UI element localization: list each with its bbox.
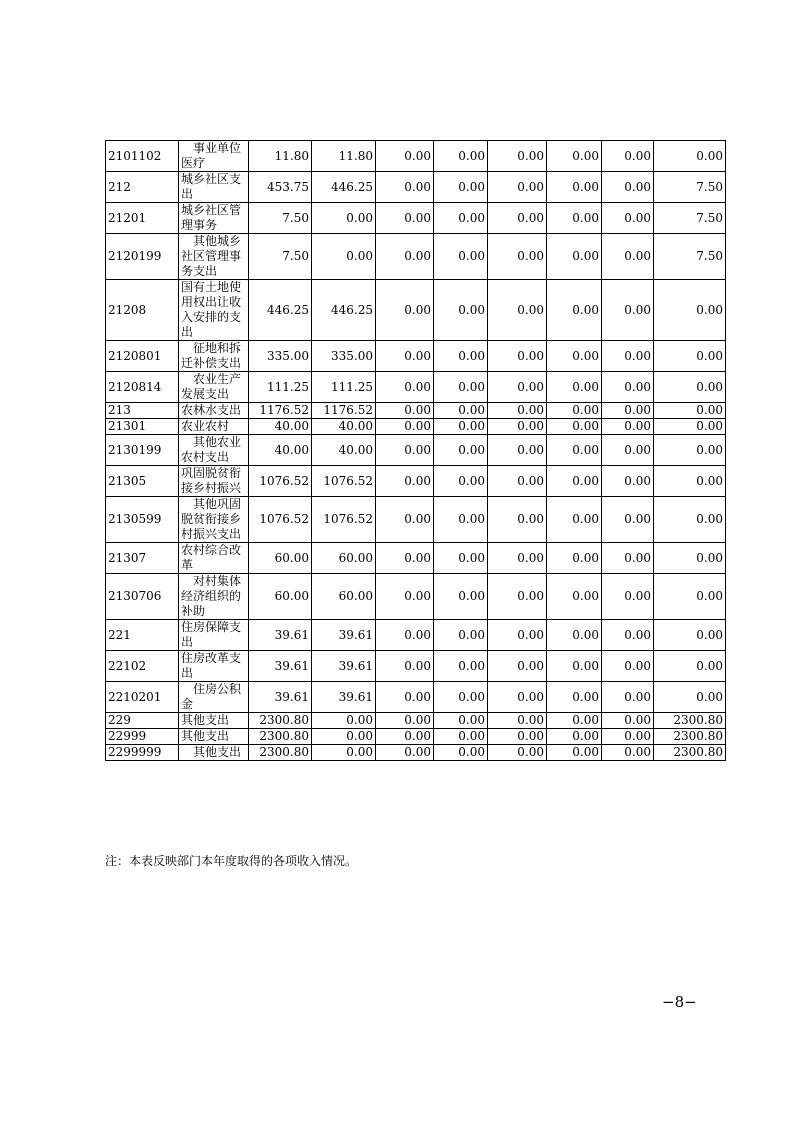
table-row [106,729,726,745]
amount-cell: 0.00 [488,543,547,574]
amount-cell: 0.00 [547,543,602,574]
amount-cell: 0.00 [602,543,654,574]
amount-cell: 0.00 [547,172,602,203]
amount-cell: 2300.80 [249,713,312,729]
amount-cell: 39.61 [249,651,312,682]
amount-cell: 0.00 [376,234,434,280]
subject-name-cell: 其他支出 [179,745,249,761]
subject-name-cell: 农村综合改革 [179,543,249,574]
amount-cell: 0.00 [434,435,488,466]
amount-cell: 1076.52 [312,497,376,543]
amount-cell: 0.00 [434,403,488,419]
subject-code-cell: 213 [106,403,179,419]
amount-cell: 0.00 [376,419,434,435]
amount-cell: 0.00 [376,172,434,203]
subject-code-cell: 22102 [106,651,179,682]
amount-cell: 335.00 [249,341,312,372]
amount-cell: 0.00 [434,682,488,713]
amount-cell: 0.00 [488,574,547,620]
amount-cell: 0.00 [376,682,434,713]
table-row [106,435,726,466]
amount-cell: 0.00 [376,497,434,543]
table-row [106,280,726,341]
amount-cell: 0.00 [434,234,488,280]
amount-cell: 0.00 [376,466,434,497]
amount-cell: 0.00 [602,419,654,435]
amount-cell: 0.00 [376,620,434,651]
subject-code-cell: 2101102 [106,141,179,172]
amount-cell: 0.00 [547,651,602,682]
amount-cell: 0.00 [434,172,488,203]
amount-cell: 0.00 [602,234,654,280]
table-row [106,682,726,713]
subject-name-cell: 其他支出 [179,729,249,745]
amount-cell: 0.00 [376,280,434,341]
table-row [106,713,726,729]
amount-cell: 39.61 [312,651,376,682]
subject-code-cell: 21301 [106,419,179,435]
amount-cell: 0.00 [312,234,376,280]
amount-cell: 111.25 [249,372,312,403]
amount-cell: 7.50 [249,234,312,280]
subject-name-cell: 城乡社区管理事务 [179,203,249,234]
table-row [106,234,726,280]
subject-name-cell: 农业生产发展支出 [179,372,249,403]
table-row [106,141,726,172]
subject-name-cell: 其他支出 [179,713,249,729]
amount-cell: 0.00 [654,543,726,574]
subject-name-cell: 农业农村 [179,419,249,435]
amount-cell: 0.00 [488,466,547,497]
amount-cell: 0.00 [654,419,726,435]
amount-cell: 0.00 [434,141,488,172]
amount-cell: 0.00 [488,203,547,234]
amount-cell: 2300.80 [654,729,726,745]
amount-cell: 0.00 [602,141,654,172]
amount-cell: 0.00 [547,280,602,341]
table-footnote: 注：本表反映部门本年度取得的各项收入情况。 [105,854,358,868]
table-row [106,419,726,435]
subject-code-cell: 2299999 [106,745,179,761]
amount-cell: 0.00 [602,651,654,682]
amount-cell: 1076.52 [249,466,312,497]
amount-cell: 0.00 [547,141,602,172]
table-row [106,574,726,620]
amount-cell: 0.00 [488,403,547,419]
amount-cell: 0.00 [434,203,488,234]
amount-cell: 60.00 [249,574,312,620]
amount-cell: 7.50 [654,172,726,203]
subject-code-cell: 21208 [106,280,179,341]
amount-cell: 0.00 [547,745,602,761]
amount-cell: 453.75 [249,172,312,203]
amount-cell: 0.00 [602,745,654,761]
amount-cell: 0.00 [547,403,602,419]
amount-cell: 0.00 [547,574,602,620]
amount-cell: 446.25 [312,280,376,341]
subject-name-cell: 其他农业农村支出 [179,435,249,466]
subject-code-cell: 2130199 [106,435,179,466]
amount-cell: 40.00 [249,435,312,466]
amount-cell: 0.00 [654,141,726,172]
amount-cell: 0.00 [434,651,488,682]
amount-cell: 0.00 [654,403,726,419]
amount-cell: 0.00 [488,651,547,682]
subject-code-cell: 229 [106,713,179,729]
subject-code-cell: 21307 [106,543,179,574]
amount-cell: 0.00 [547,682,602,713]
subject-name-cell: 住房保障支出 [179,620,249,651]
table-row [106,497,726,543]
amount-cell: 0.00 [434,729,488,745]
amount-cell: 0.00 [488,729,547,745]
amount-cell: 1176.52 [249,403,312,419]
subject-name-cell: 城乡社区支出 [179,172,249,203]
amount-cell: 0.00 [602,620,654,651]
amount-cell: 0.00 [547,713,602,729]
subject-name-cell: 国有土地使用权出让收入安排的支出 [179,280,249,341]
amount-cell: 0.00 [602,172,654,203]
amount-cell: 7.50 [249,203,312,234]
amount-cell: 11.80 [312,141,376,172]
amount-cell: 39.61 [249,682,312,713]
amount-cell: 0.00 [602,203,654,234]
subject-code-cell: 21201 [106,203,179,234]
amount-cell: 0.00 [488,341,547,372]
amount-cell: 2300.80 [249,745,312,761]
amount-cell: 0.00 [312,203,376,234]
amount-cell: 0.00 [547,341,602,372]
amount-cell: 1076.52 [312,466,376,497]
subject-code-cell: 221 [106,620,179,651]
amount-cell: 0.00 [654,682,726,713]
table-row [106,543,726,574]
subject-name-cell: 事业单位医疗 [179,141,249,172]
subject-name-cell: 住房改革支出 [179,651,249,682]
amount-cell: 0.00 [434,574,488,620]
amount-cell: 0.00 [602,372,654,403]
amount-cell: 0.00 [434,280,488,341]
amount-cell: 0.00 [654,466,726,497]
amount-cell: 39.61 [249,620,312,651]
subject-code-cell: 2120199 [106,234,179,280]
amount-cell: 0.00 [312,713,376,729]
subject-name-cell: 征地和拆迁补偿支出 [179,341,249,372]
amount-cell: 0.00 [547,372,602,403]
amount-cell: 0.00 [488,280,547,341]
amount-cell: 446.25 [249,280,312,341]
amount-cell: 0.00 [434,620,488,651]
table-row [106,372,726,403]
amount-cell: 11.80 [249,141,312,172]
subject-code-cell: 22999 [106,729,179,745]
amount-cell: 0.00 [376,745,434,761]
table-row [106,620,726,651]
amount-cell: 0.00 [376,574,434,620]
amount-cell: 0.00 [602,280,654,341]
amount-cell: 0.00 [602,574,654,620]
table-row [106,745,726,761]
amount-cell: 0.00 [547,497,602,543]
amount-cell: 0.00 [488,713,547,729]
amount-cell: 0.00 [312,729,376,745]
amount-cell: 0.00 [488,682,547,713]
amount-cell: 39.61 [312,620,376,651]
amount-cell: 0.00 [488,435,547,466]
amount-cell: 0.00 [312,745,376,761]
amount-cell: 0.00 [654,341,726,372]
amount-cell: 0.00 [434,497,488,543]
amount-cell: 0.00 [547,466,602,497]
amount-cell: 0.00 [602,682,654,713]
amount-cell: 0.00 [654,574,726,620]
amount-cell: 0.00 [434,372,488,403]
amount-cell: 0.00 [654,620,726,651]
subject-name-cell: 住房公积金 [179,682,249,713]
subject-code-cell: 2210201 [106,682,179,713]
subject-name-cell: 其他巩固脱贫衔接乡村振兴支出 [179,497,249,543]
amount-cell: 40.00 [312,435,376,466]
subject-code-cell: 2130706 [106,574,179,620]
amount-cell: 446.25 [312,172,376,203]
amount-cell: 0.00 [654,651,726,682]
table-row [106,651,726,682]
amount-cell: 0.00 [434,341,488,372]
subject-name-cell: 对村集体经济组织的补助 [179,574,249,620]
amount-cell: 0.00 [434,466,488,497]
table-row [106,172,726,203]
amount-cell: 0.00 [547,620,602,651]
amount-cell: 0.00 [547,203,602,234]
amount-cell: 0.00 [654,372,726,403]
amount-cell: 2300.80 [654,745,726,761]
amount-cell: 0.00 [547,234,602,280]
amount-cell: 0.00 [602,403,654,419]
subject-code-cell: 2130599 [106,497,179,543]
table-body [106,141,726,761]
table-row [106,403,726,419]
subject-code-cell: 212 [106,172,179,203]
amount-cell: 0.00 [654,497,726,543]
amount-cell: 0.00 [488,372,547,403]
table-row [106,203,726,234]
page-number: −8− [662,993,697,1011]
amount-cell: 0.00 [488,141,547,172]
subject-name-cell: 农林水支出 [179,403,249,419]
amount-cell: 60.00 [312,543,376,574]
amount-cell: 0.00 [602,435,654,466]
amount-cell: 0.00 [547,729,602,745]
amount-cell: 0.00 [376,651,434,682]
table-row [106,341,726,372]
amount-cell: 2300.80 [654,713,726,729]
amount-cell: 335.00 [312,341,376,372]
amount-cell: 7.50 [654,203,726,234]
amount-cell: 0.00 [547,419,602,435]
amount-cell: 0.00 [434,745,488,761]
amount-cell: 0.00 [602,497,654,543]
subject-code-cell: 2120814 [106,372,179,403]
amount-cell: 0.00 [434,713,488,729]
amount-cell: 111.25 [312,372,376,403]
subject-code-cell: 2120801 [106,341,179,372]
amount-cell: 0.00 [488,620,547,651]
amount-cell: 0.00 [376,729,434,745]
amount-cell: 0.00 [376,435,434,466]
subject-name-cell: 巩固脱贫衔接乡村振兴 [179,466,249,497]
amount-cell: 60.00 [249,543,312,574]
amount-cell: 0.00 [488,419,547,435]
amount-cell: 0.00 [602,341,654,372]
amount-cell: 0.00 [654,280,726,341]
amount-cell: 0.00 [602,466,654,497]
amount-cell: 0.00 [434,543,488,574]
amount-cell: 2300.80 [249,729,312,745]
amount-cell: 0.00 [376,372,434,403]
amount-cell: 0.00 [488,745,547,761]
amount-cell: 0.00 [434,419,488,435]
amount-cell: 40.00 [312,419,376,435]
amount-cell: 0.00 [602,713,654,729]
table-row [106,466,726,497]
amount-cell: 0.00 [488,234,547,280]
amount-cell: 1076.52 [249,497,312,543]
amount-cell: 0.00 [376,543,434,574]
subject-code-cell: 21305 [106,466,179,497]
amount-cell: 0.00 [547,435,602,466]
amount-cell: 0.00 [376,403,434,419]
amount-cell: 0.00 [602,729,654,745]
amount-cell: 0.00 [488,497,547,543]
budget-table [105,140,726,761]
amount-cell: 0.00 [376,203,434,234]
amount-cell: 40.00 [249,419,312,435]
amount-cell: 0.00 [654,435,726,466]
amount-cell: 1176.52 [312,403,376,419]
amount-cell: 0.00 [376,141,434,172]
amount-cell: 0.00 [376,341,434,372]
amount-cell: 60.00 [312,574,376,620]
amount-cell: 7.50 [654,234,726,280]
amount-cell: 0.00 [488,172,547,203]
amount-cell: 0.00 [376,713,434,729]
amount-cell: 39.61 [312,682,376,713]
subject-name-cell: 其他城乡社区管理事务支出 [179,234,249,280]
